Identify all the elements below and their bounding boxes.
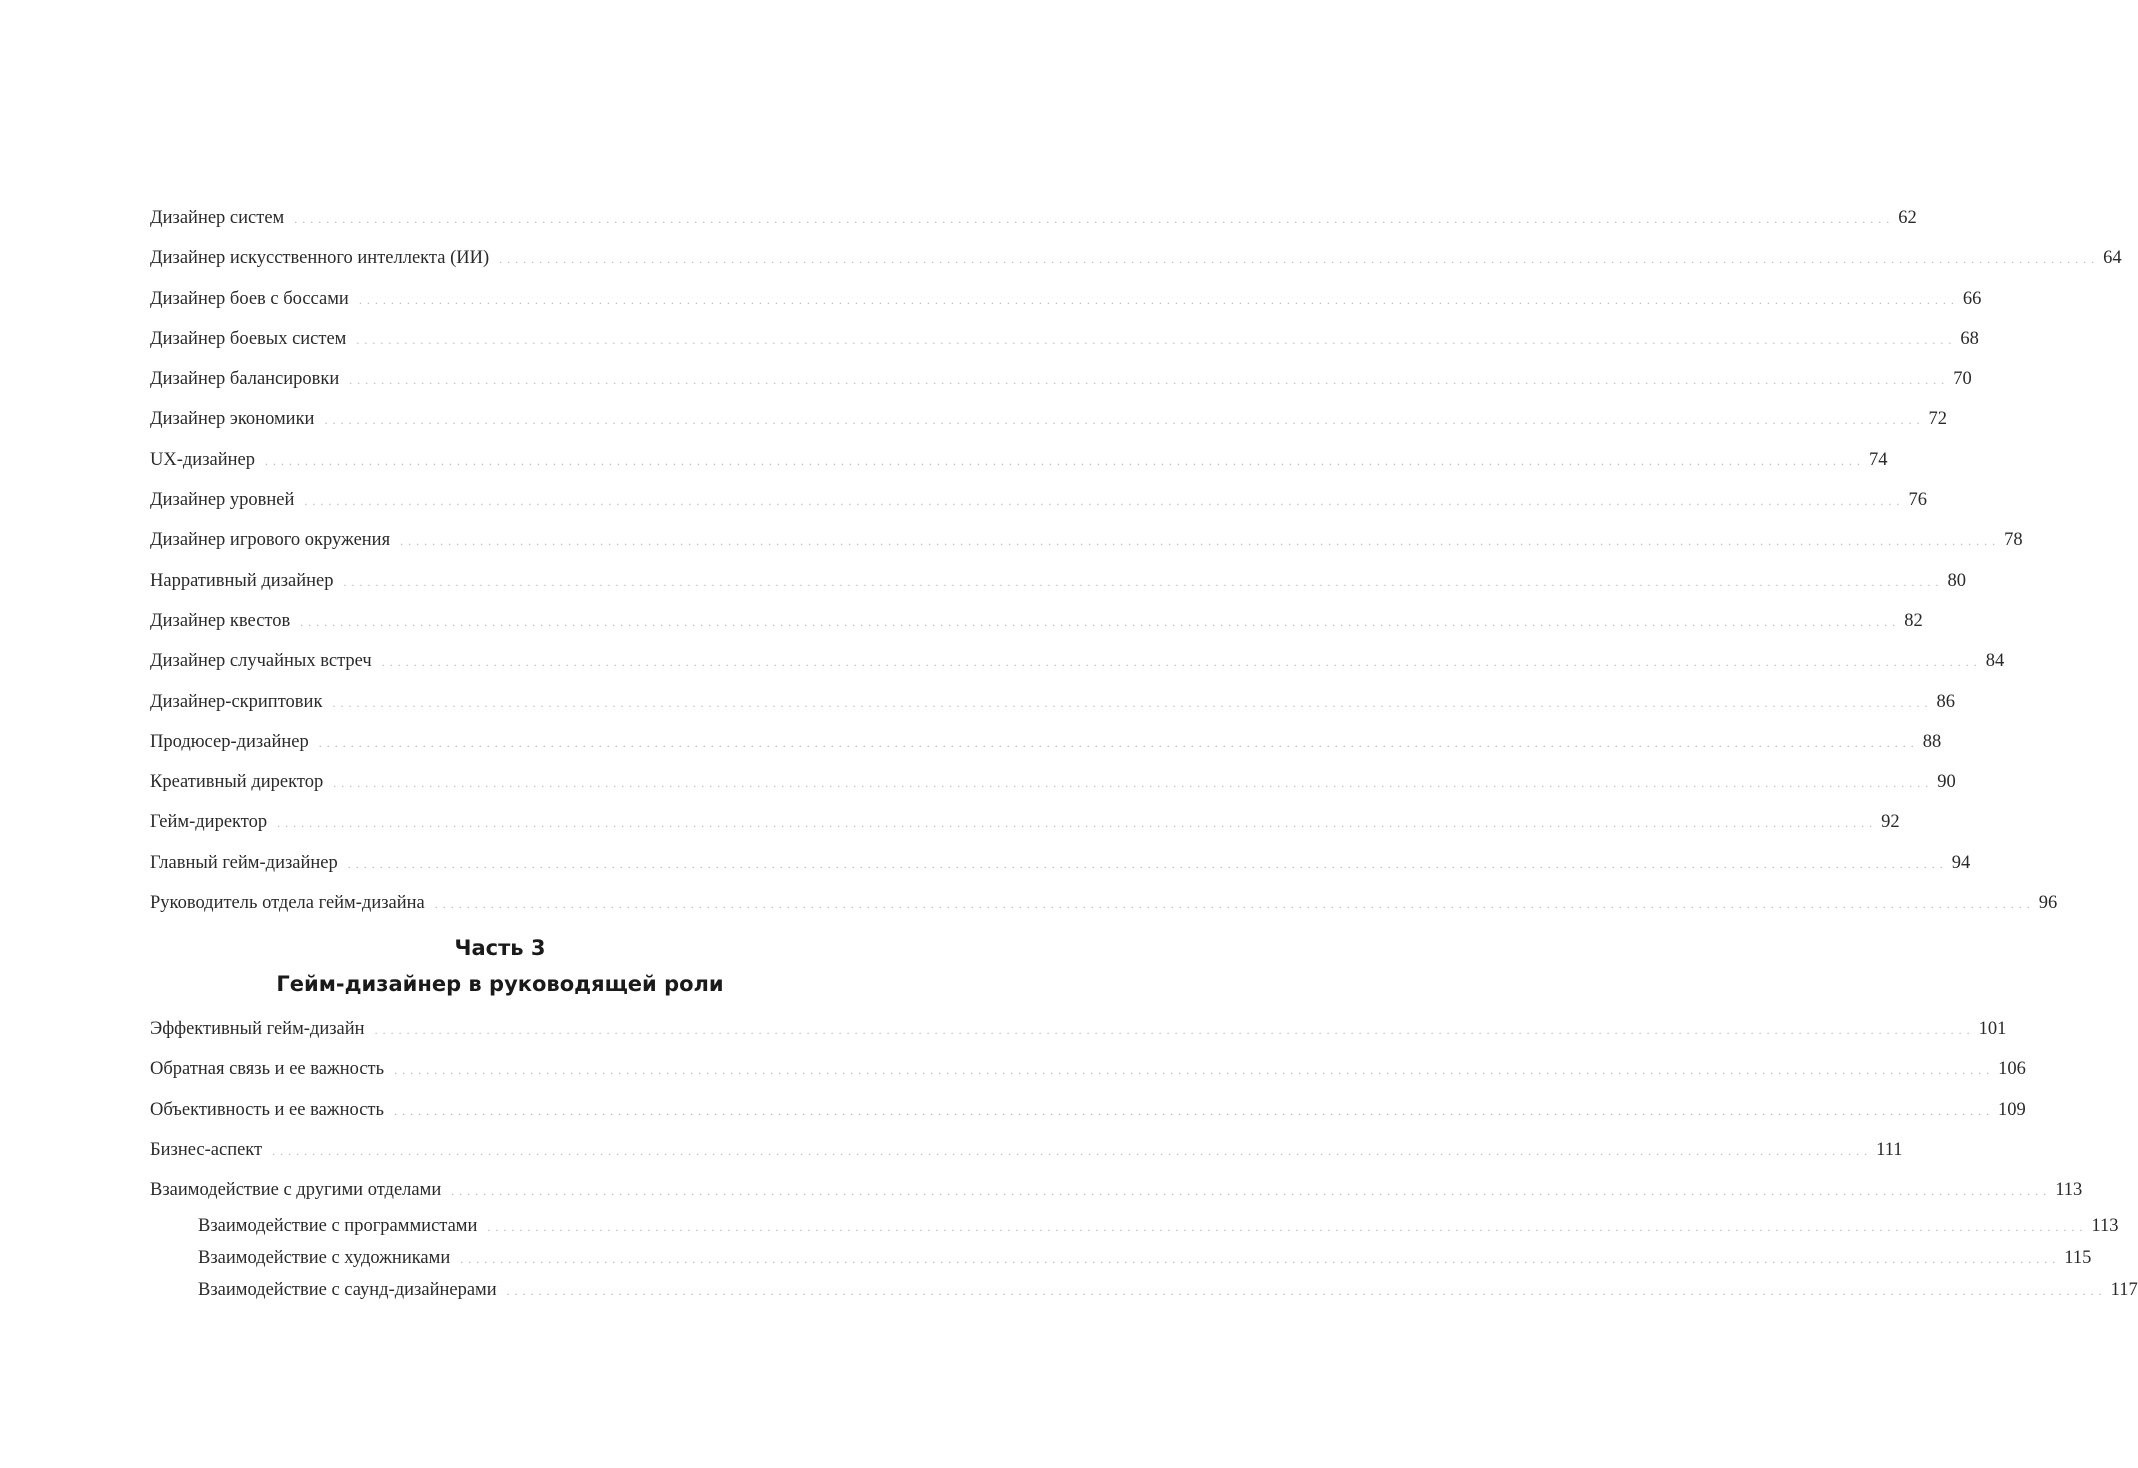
toc-entry [150, 238, 2122, 278]
dot-leader: . . . . . . . . . . . . . . . . . . . . . . . . . . . . . . . . . . . . . . . . . . . . . . . . . . . . . . . . . . . . . . . . . . . . . . . . . . . . . . . . . . . . . . . . . . . . . . . . . . . . . . . . . . . . . . . . . . . . . . . . . . . . . . . . . . . . . . . . . . . . . . . . . . . . . . . . . . . . . . . . . . . . . . . . . . . . . . . . . . . . . . . . . . . . . . . . . . . . . . . . [343, 574, 1940, 589]
toc-entry-title: Дизайнер-скриптовик [150, 691, 323, 712]
toc-entry-title: Эффективный гейм-дизайн [150, 1019, 365, 1039]
dot-leader: . . . . . . . . . . . . . . . . . . . . . . . . . . . . . . . . . . . . . . . . . . . . . . . . . . . . . . . . . . . . . . . . . . . . . . . . . . . . . . . . . . . . . . . . . . . . . . . . . . . . . . . . . . . . . . . . . . . . . . . . . . . . . . . . . . . . . . . . . . . . . . . . . . . . . . . . . . . . . . . . . . . . . . . . . . . . . . . . . . . . . . . . . . . . . . . . . . . . . . . . [333, 776, 1930, 791]
toc-entry-page: 86 [1936, 691, 1955, 712]
dot-leader: . . . . . . . . . . . . . . . . . . . . . . . . . . . . . . . . . . . . . . . . . . . . . . . . . . . . . . . . . . . . . . . . . . . . . . . . . . . . . . . . . . . . . . . . . . . . . . . . . . . . . . . . . . . . . . . . . . . . . . . . . . . . . . . . . . . . . . . . . . . . . . . . . . . . . . . . . . . . . . . . . . . . . . . . . . . . . . . . . . . . . . . . . . . . . . . . . . . . . . . . [347, 856, 1944, 871]
toc-entry-page: 84 [1985, 651, 2005, 672]
toc-entry-page: 106 [1998, 1059, 2026, 1080]
toc-entry [150, 561, 1966, 601]
dot-leader: . . . . . . . . . . . . . . . . . . . . . . . . . . . . . . . . . . . . . . . . . . . . . . . . . . . . . . . . . . . . . . . . . . . . . . . . . . . . . . . . . . . . . . . . . . . . . . . . . . . . . . . . . . . . . . . . . . . . . . . . . . . . . . . . . . . . . . . . . . . . . . . . . . . . . . . . . . . . . . . . . . . . . . . . . . . . . . . . . . . . . . . . . . . . . . . . . . . . . . . . [277, 816, 1874, 831]
toc-entry [150, 1049, 2026, 1089]
toc-entry [150, 1130, 1903, 1170]
toc-entry [150, 802, 1900, 842]
toc-entry-title: Взаимодействие с другими отделами [150, 1180, 442, 1201]
toc-entry-title: Гейм-директор [150, 812, 268, 833]
toc-list-part2 [150, 198, 2122, 923]
toc-entry-title: Дизайнер игрового окружения [150, 530, 391, 551]
toc-entry-page: 88 [1922, 731, 1942, 752]
toc-entry [150, 762, 1956, 802]
toc-subentry-title: Взаимодействие с программистами [198, 1216, 478, 1237]
toc-subentry-page: 117 [2110, 1280, 2138, 1301]
toc-entry [150, 480, 1927, 520]
dot-leader: . . . . . . . . . . . . . . . . . . . . . . . . . . . . . . . . . . . . . . . . . . . . . . . . . . . . . . . . . . . . . . . . . . . . . . . . . . . . . . . . . . . . . . . . . . . . . . . . . . . . . . . . . . . . . . . . . . . . . . . . . . . . . . . . . . . . . . . . . . . . . . . . . . . . . . . . . . . . . . . . . . . . . . . . . . . . . . . . . . . . . . . . . . . . . . . . . . . . . . . . [451, 1184, 2048, 1199]
toc-entry-title: Дизайнер боев с боссами [150, 288, 349, 309]
toc-entry-page: 66 [1962, 288, 1982, 309]
toc-entry [150, 279, 1982, 319]
toc-entry-title: Дизайнер случайных встреч [150, 651, 372, 672]
toc-entry-page: 111 [1876, 1139, 1903, 1160]
toc-entry [150, 601, 1923, 641]
dot-leader: . . . . . . . . . . . . . . . . . . . . . . . . . . . . . . . . . . . . . . . . . . . . . . . . . . . . . . . . . . . . . . . . . . . . . . . . . . . . . . . . . . . . . . . . . . . . . . . . . . . . . . . . . . . . . . . . . . . . . . . . . . . . . . . . . . . . . . . . . . . . . . . . . . . . . . . . . . . . . . . . . . . . . . . . . . . . . . . . . . . . . . . . . . . . . . . . . . . . . . . . [394, 1063, 1991, 1078]
toc-entry-page: 82 [1904, 610, 1923, 631]
dot-leader: . . . . . . . . . . . . . . . . . . . . . . . . . . . . . . . . . . . . . . . . . . . . . . . . . . . . . . . . . . . . . . . . . . . . . . . . . . . . . . . . . . . . . . . . . . . . . . . . . . . . . . . . . . . . . . . . . . . . . . . . . . . . . . . . . . . . . . . . . . . . . . . . . . . . . . . . . . . . . . . . . . . . . . . . . . . . . . . . . . . . . . . . . . . . . . . . . . . . . . . . [318, 735, 1915, 750]
toc-entry-page: 70 [1953, 369, 1972, 390]
toc-subentry-page: 115 [2064, 1248, 2092, 1269]
toc-entry-page: 96 [2038, 893, 2058, 914]
toc-entry-page: 94 [1951, 852, 1971, 873]
toc-entry [150, 359, 1972, 399]
toc-entry [150, 1090, 2026, 1130]
toc-entry-page: 92 [1881, 812, 1900, 833]
toc-entry-title: Дизайнер уровней [150, 490, 295, 511]
dot-leader: . . . . . . . . . . . . . . . . . . . . . . . . . . . . . . . . . . . . . . . . . . . . . . . . . . . . . . . . . . . . . . . . . . . . . . . . . . . . . . . . . . . . . . . . . . . . . . . . . . . . . . . . . . . . . . . . . . . . . . . . . . . . . . . . . . . . . . . . . . . . . . . . . . . . . . . . . . . . . . . . . . . . . . . . . . . . . . . . . . . . . . . . . . . . . . . . . . . . . . . . [487, 1220, 2084, 1235]
toc-entry [150, 641, 2005, 681]
dot-leader: . . . . . . . . . . . . . . . . . . . . . . . . . . . . . . . . . . . . . . . . . . . . . . . . . . . . . . . . . . . . . . . . . . . . . . . . . . . . . . . . . . . . . . . . . . . . . . . . . . . . . . . . . . . . . . . . . . . . . . . . . . . . . . . . . . . . . . . . . . . . . . . . . . . . . . . . . . . . . . . . . . . . . . . . . . . . . . . . . . . . . . . . . . . . . . . . . . . . . . . . [304, 494, 1901, 509]
toc-entry [150, 440, 1888, 480]
toc-entry-page: 80 [1947, 570, 1966, 591]
toc-entry [150, 682, 1955, 722]
toc-entry-page: 101 [1978, 1019, 2007, 1039]
toc-entry-title: Дизайнер искусственного интеллекта (ИИ) [150, 248, 490, 269]
toc-entry-title: Креативный директор [150, 772, 324, 793]
toc-entry [150, 198, 1917, 238]
toc-entry [150, 319, 1979, 359]
dot-leader: . . . . . . . . . . . . . . . . . . . . . . . . . . . . . . . . . . . . . . . . . . . . . . . . . . . . . . . . . . . . . . . . . . . . . . . . . . . . . . . . . . . . . . . . . . . . . . . . . . . . . . . . . . . . . . . . . . . . . . . . . . . . . . . . . . . . . . . . . . . . . . . . . . . . . . . . . . . . . . . . . . . . . . . . . . . . . . . . . . . . . . . . . . . . . . . . . . . . . . . . [434, 897, 2031, 912]
toc-entry [150, 520, 2023, 560]
dot-leader: . . . . . . . . . . . . . . . . . . . . . . . . . . . . . . . . . . . . . . . . . . . . . . . . . . . . . . . . . . . . . . . . . . . . . . . . . . . . . . . . . . . . . . . . . . . . . . . . . . . . . . . . . . . . . . . . . . . . . . . . . . . . . . . . . . . . . . . . . . . . . . . . . . . . . . . . . . . . . . . . . . . . . . . . . . . . . . . . . . . . . . . . . . . . . . . . . . . . . . . . [506, 1284, 2103, 1299]
toc-entry-page: 90 [1937, 772, 1956, 793]
dot-leader: . . . . . . . . . . . . . . . . . . . . . . . . . . . . . . . . . . . . . . . . . . . . . . . . . . . . . . . . . . . . . . . . . . . . . . . . . . . . . . . . . . . . . . . . . . . . . . . . . . . . . . . . . . . . . . . . . . . . . . . . . . . . . . . . . . . . . . . . . . . . . . . . . . . . . . . . . . . . . . . . . . . . . . . . . . . . . . . . . . . . . . . . . . . . . . . . . . . . . . . . [460, 1252, 2057, 1267]
toc-subentry-title: Взаимодействие с саунд-дизайнерами [198, 1280, 497, 1301]
toc-entry-title: Главный гейм-дизайнер [150, 852, 338, 873]
toc-entry-page: 68 [1960, 328, 1979, 349]
dot-leader: . . . . . . . . . . . . . . . . . . . . . . . . . . . . . . . . . . . . . . . . . . . . . . . . . . . . . . . . . . . . . . . . . . . . . . . . . . . . . . . . . . . . . . . . . . . . . . . . . . . . . . . . . . . . . . . . . . . . . . . . . . . . . . . . . . . . . . . . . . . . . . . . . . . . . . . . . . . . . . . . . . . . . . . . . . . . . . . . . . . . . . . . . . . . . . . . . . . . . . . . [393, 1103, 1990, 1118]
toc-entry-title: Дизайнер экономики [150, 409, 315, 430]
toc-entry-title: Объективность и ее важность [150, 1099, 384, 1120]
dot-leader: . . . . . . . . . . . . . . . . . . . . . . . . . . . . . . . . . . . . . . . . . . . . . . . . . . . . . . . . . . . . . . . . . . . . . . . . . . . . . . . . . . . . . . . . . . . . . . . . . . . . . . . . . . . . . . . . . . . . . . . . . . . . . . . . . . . . . . . . . . . . . . . . . . . . . . . . . . . . . . . . . . . . . . . . . . . . . . . . . . . . . . . . . . . . . . . . . . . . . . . . [499, 252, 2096, 267]
dot-leader: . . . . . . . . . . . . . . . . . . . . . . . . . . . . . . . . . . . . . . . . . . . . . . . . . . . . . . . . . . . . . . . . . . . . . . . . . . . . . . . . . . . . . . . . . . . . . . . . . . . . . . . . . . . . . . . . . . . . . . . . . . . . . . . . . . . . . . . . . . . . . . . . . . . . . . . . . . . . . . . . . . . . . . . . . . . . . . . . . . . . . . . . . . . . . . . . . . . . . . . . [300, 614, 1897, 629]
toc-entry [150, 1170, 2083, 1210]
part-title-heading: Гейм-дизайнер в руководящей роли [276, 972, 724, 996]
toc-entry-title: Бизнес-аспект [150, 1139, 263, 1160]
toc-entry-page: 113 [2055, 1180, 2083, 1201]
part-number-heading: Часть 3 [454, 936, 546, 960]
toc-entry [150, 843, 1971, 883]
toc-entry-title: Нарративный дизайнер [150, 570, 334, 591]
toc-list-part3 [150, 1009, 2138, 1306]
toc-entry-page: 78 [2004, 530, 2023, 551]
toc-entry-page: 64 [2103, 248, 2122, 269]
toc-subentry [150, 1242, 2092, 1274]
toc-entry [150, 399, 1947, 439]
dot-leader: . . . . . . . . . . . . . . . . . . . . . . . . . . . . . . . . . . . . . . . . . . . . . . . . . . . . . . . . . . . . . . . . . . . . . . . . . . . . . . . . . . . . . . . . . . . . . . . . . . . . . . . . . . . . . . . . . . . . . . . . . . . . . . . . . . . . . . . . . . . . . . . . . . . . . . . . . . . . . . . . . . . . . . . . . . . . . . . . . . . . . . . . . . . . . . . . . . . . . . . . [356, 332, 1953, 347]
dot-leader: . . . . . . . . . . . . . . . . . . . . . . . . . . . . . . . . . . . . . . . . . . . . . . . . . . . . . . . . . . . . . . . . . . . . . . . . . . . . . . . . . . . . . . . . . . . . . . . . . . . . . . . . . . . . . . . . . . . . . . . . . . . . . . . . . . . . . . . . . . . . . . . . . . . . . . . . . . . . . . . . . . . . . . . . . . . . . . . . . . . . . . . . . . . . . . . . . . . . . . . . [294, 212, 1891, 226]
dot-leader: . . . . . . . . . . . . . . . . . . . . . . . . . . . . . . . . . . . . . . . . . . . . . . . . . . . . . . . . . . . . . . . . . . . . . . . . . . . . . . . . . . . . . . . . . . . . . . . . . . . . . . . . . . . . . . . . . . . . . . . . . . . . . . . . . . . . . . . . . . . . . . . . . . . . . . . . . . . . . . . . . . . . . . . . . . . . . . . . . . . . . . . . . . . . . . . . . . . . . . . . [358, 292, 1955, 307]
toc-entry-title: Продюсер-дизайнер [150, 731, 309, 752]
toc-entry [150, 883, 2058, 923]
toc-subentry [150, 1210, 2119, 1242]
dot-leader: . . . . . . . . . . . . . . . . . . . . . . . . . . . . . . . . . . . . . . . . . . . . . . . . . . . . . . . . . . . . . . . . . . . . . . . . . . . . . . . . . . . . . . . . . . . . . . . . . . . . . . . . . . . . . . . . . . . . . . . . . . . . . . . . . . . . . . . . . . . . . . . . . . . . . . . . . . . . . . . . . . . . . . . . . . . . . . . . . . . . . . . . . . . . . . . . . . . . . . . . [381, 655, 1978, 670]
toc-entry [150, 1009, 2007, 1049]
toc-subentry [150, 1274, 2138, 1306]
toc-entry [150, 722, 1942, 762]
toc-entry-title: Обратная связь и ее важность [150, 1059, 385, 1080]
dot-leader: . . . . . . . . . . . . . . . . . . . . . . . . . . . . . . . . . . . . . . . . . . . . . . . . . . . . . . . . . . . . . . . . . . . . . . . . . . . . . . . . . . . . . . . . . . . . . . . . . . . . . . . . . . . . . . . . . . . . . . . . . . . . . . . . . . . . . . . . . . . . . . . . . . . . . . . . . . . . . . . . . . . . . . . . . . . . . . . . . . . . . . . . . . . . . . . . . . . . . . . . [332, 695, 1929, 710]
toc-entry-page: 72 [1928, 409, 1947, 430]
toc-entry-title: UX-дизайнер [150, 449, 255, 470]
toc-entry-title: Дизайнер систем [150, 208, 285, 228]
toc-entry-page: 109 [1997, 1099, 2026, 1120]
toc-entry-page: 62 [1898, 208, 1917, 228]
toc-subentry-page: 113 [2091, 1216, 2119, 1237]
dot-leader: . . . . . . . . . . . . . . . . . . . . . . . . . . . . . . . . . . . . . . . . . . . . . . . . . . . . . . . . . . . . . . . . . . . . . . . . . . . . . . . . . . . . . . . . . . . . . . . . . . . . . . . . . . . . . . . . . . . . . . . . . . . . . . . . . . . . . . . . . . . . . . . . . . . . . . . . . . . . . . . . . . . . . . . . . . . . . . . . . . . . . . . . . . . . . . . . . . . . . . . . [374, 1023, 1971, 1037]
toc-entry-title: Дизайнер квестов [150, 610, 291, 631]
toc-entry-title: Дизайнер балансировки [150, 369, 340, 390]
dot-leader: . . . . . . . . . . . . . . . . . . . . . . . . . . . . . . . . . . . . . . . . . . . . . . . . . . . . . . . . . . . . . . . . . . . . . . . . . . . . . . . . . . . . . . . . . . . . . . . . . . . . . . . . . . . . . . . . . . . . . . . . . . . . . . . . . . . . . . . . . . . . . . . . . . . . . . . . . . . . . . . . . . . . . . . . . . . . . . . . . . . . . . . . . . . . . . . . . . . . . . . . [400, 534, 1997, 549]
dot-leader: . . . . . . . . . . . . . . . . . . . . . . . . . . . . . . . . . . . . . . . . . . . . . . . . . . . . . . . . . . . . . . . . . . . . . . . . . . . . . . . . . . . . . . . . . . . . . . . . . . . . . . . . . . . . . . . . . . . . . . . . . . . . . . . . . . . . . . . . . . . . . . . . . . . . . . . . . . . . . . . . . . . . . . . . . . . . . . . . . . . . . . . . . . . . . . . . . . . . . . . . [349, 373, 1946, 388]
dot-leader: . . . . . . . . . . . . . . . . . . . . . . . . . . . . . . . . . . . . . . . . . . . . . . . . . . . . . . . . . . . . . . . . . . . . . . . . . . . . . . . . . . . . . . . . . . . . . . . . . . . . . . . . . . . . . . . . . . . . . . . . . . . . . . . . . . . . . . . . . . . . . . . . . . . . . . . . . . . . . . . . . . . . . . . . . . . . . . . . . . . . . . . . . . . . . . . . . . . . . . . . [324, 413, 1921, 428]
dot-leader: . . . . . . . . . . . . . . . . . . . . . . . . . . . . . . . . . . . . . . . . . . . . . . . . . . . . . . . . . . . . . . . . . . . . . . . . . . . . . . . . . . . . . . . . . . . . . . . . . . . . . . . . . . . . . . . . . . . . . . . . . . . . . . . . . . . . . . . . . . . . . . . . . . . . . . . . . . . . . . . . . . . . . . . . . . . . . . . . . . . . . . . . . . . . . . . . . . . . . . . . [264, 453, 1861, 468]
toc-entry-title: Руководитель отдела гейм-дизайна [150, 893, 425, 914]
toc-entry-title: Дизайнер боевых систем [150, 328, 347, 349]
dot-leader: . . . . . . . . . . . . . . . . . . . . . . . . . . . . . . . . . . . . . . . . . . . . . . . . . . . . . . . . . . . . . . . . . . . . . . . . . . . . . . . . . . . . . . . . . . . . . . . . . . . . . . . . . . . . . . . . . . . . . . . . . . . . . . . . . . . . . . . . . . . . . . . . . . . . . . . . . . . . . . . . . . . . . . . . . . . . . . . . . . . . . . . . . . . . . . . . . . . . . . . . [272, 1143, 1869, 1158]
toc-subentry-title: Взаимодействие с художниками [198, 1248, 451, 1269]
toc-entry-page: 74 [1868, 449, 1888, 470]
toc-entry-page: 76 [1908, 490, 1927, 511]
